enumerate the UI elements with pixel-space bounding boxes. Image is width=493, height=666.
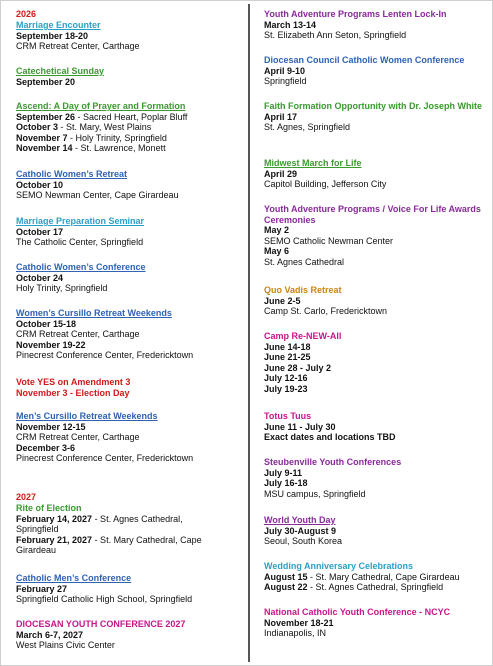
event-date: May 2 [264,225,290,235]
event-detail-line [16,31,244,42]
event-detail-line [16,237,244,248]
event-block [16,503,244,556]
event-title: Youth Adventure Programs / Voice For Life Awards Ceremonies [264,204,481,225]
event-block [16,216,244,248]
event-block [264,101,486,133]
event-date: June 11 - July 30 [264,421,336,432]
event-date: July 19-23 [264,383,308,394]
event-location: - St. Mary Cathedral, Cape [92,534,202,545]
event-detail-line [16,329,244,340]
event-title: Ascend: A Day of Prayer and Formation [16,101,186,111]
event-location: - St. Agnes Cathedral, Springfield [307,582,444,592]
event-block [264,158,486,190]
event-location: West Plains Civic Center [16,640,115,650]
event-date: December 3-6 [16,442,76,453]
event-location: SEMO Newman Center, Cape Girardeau [16,190,179,200]
event-title: Faith Formation Opportunity with Dr. Joseph White [264,101,482,111]
event-detail-line [16,584,244,595]
event-location: Capitol Building, Jefferson City [264,179,387,189]
event-date: July 16-18 [264,478,308,488]
event-location: CRM Retreat Center, Carthage [16,329,140,339]
event-detail-line [264,618,486,629]
event-date: June 14-18 [264,341,311,352]
event-detail-line [264,225,486,236]
event-detail-line [264,489,486,500]
event-date: March 13-14 [264,19,317,30]
event-block [264,9,486,41]
event-detail-line [264,296,486,307]
event-date: October 17 [16,226,64,237]
event-location: - St. Agnes Cathedral, [92,513,183,524]
event-detail-line [16,388,244,399]
event-block [16,20,244,52]
event-block [16,262,244,294]
event-location: MSU campus, Springfield [264,488,366,499]
event-location: - St. Mary, West Plains [58,122,152,132]
event-date: November 3 - Election Day [16,387,130,398]
event-location: - Sacred Heart, Poplar Bluff [75,111,188,122]
event-date: June 21-25 [264,352,311,362]
event-date: February 27 [16,583,68,594]
event-location: Girardeau [16,545,57,555]
event-detail-line [16,453,244,464]
event-detail-line [16,594,244,605]
event-detail-line [16,630,244,641]
event-location: Springfield Catholic High School, Springfield [16,594,193,604]
event-title: Totus Tuus [264,411,312,421]
event-block [264,515,486,547]
event-detail-line [264,66,486,77]
event-detail-line [264,169,486,180]
event-title: Camp Re-NEW-All [264,331,342,341]
event-detail-line [16,350,244,361]
event-detail-line [264,257,486,268]
event-title: National Catholic Youth Conference - NCYC [264,607,451,617]
event-location: - St. Lawrence, Monett [72,143,166,153]
event-detail-line [264,76,486,87]
event-block [264,411,486,443]
event-detail-line [16,143,244,154]
event-title: Rite of Election [16,503,82,513]
event-block [264,561,486,593]
event-date: February 14, 2027 [16,513,93,524]
event-detail-line [264,572,486,583]
event-date: February 21, 2027 [16,534,93,545]
event-date: July 9-11 [264,467,303,478]
event-date: September 18-20 [16,30,89,41]
event-detail-line [264,179,486,190]
event-date: April 29 [264,168,298,179]
event-title: DIOCESAN YOUTH CONFERENCE 2027 [16,619,186,629]
event-date: Exact dates and locations TBD [264,432,396,442]
event-location: The Catholic Center, Springfield [16,237,144,247]
event-detail-line [16,180,244,191]
event-detail-line [16,514,244,525]
event-detail-line [264,384,486,395]
event-location: - St. Mary Cathedral, Cape Girardeau [307,571,460,582]
event-title: Youth Adventure Programs Lenten Lock-In [264,9,447,19]
event-block [16,619,244,651]
event-title: Midwest March for Life [264,158,362,168]
event-title: Women’s Cursillo Retreat Weekends [16,308,172,318]
event-detail-line [264,478,486,489]
event-location: CRM Retreat Center, Carthage [16,41,140,51]
event-date: August 22 [264,582,308,592]
event-date: March 6-7, 2027 [16,629,84,640]
event-detail-line [16,133,244,144]
event-detail-line [264,536,486,547]
event-detail-line [264,628,486,639]
event-location: Seoul, South Korea [264,536,343,546]
event-date: October 3 [16,122,59,132]
event-title: Catholic Women’s Retreat [16,169,128,179]
event-date: June 28 - July 2 [264,362,332,373]
event-block [16,169,244,201]
year-heading: 2026 [16,9,37,19]
event-detail-line [16,122,244,133]
event-block [264,331,486,394]
event-detail-line [16,524,244,535]
event-detail-line [264,246,486,257]
column-divider [248,4,250,662]
event-date: May 6 [264,246,290,256]
event-location: Indianapolis, IN [264,628,327,638]
event-detail-line [264,373,486,384]
event-detail-line [16,112,244,123]
year-heading-block [16,9,244,20]
event-title: Catholic Women’s Conference [16,262,146,272]
event-detail-line [16,190,244,201]
event-block [16,573,244,605]
event-detail-line [264,352,486,363]
event-date: October 15-18 [16,318,77,329]
event-detail-line [16,443,244,454]
event-detail-line [264,122,486,133]
event-detail-line [264,422,486,433]
event-location: CRM Retreat Center, Carthage [16,432,140,442]
event-block [16,377,244,398]
event-location: SEMO Catholic Newman Center [264,235,394,246]
event-date: July 30-August 9 [264,525,337,536]
year-heading: 2027 [16,492,37,502]
event-title: Diocesan Council Catholic Women Conference [264,55,465,65]
event-detail-line [16,77,244,88]
event-location: Pinecrest Conference Center, Fredericktown [16,453,194,463]
event-detail-line [264,20,486,31]
event-date: November 18-21 [264,617,334,628]
event-detail-line [264,236,486,247]
event-detail-line [16,319,244,330]
event-date: August 15 [264,571,308,582]
event-detail-line [264,112,486,123]
event-date: September 26 [16,111,76,122]
event-date: September 20 [16,76,76,87]
event-date: November 14 [16,143,73,153]
event-date: July 12-16 [264,373,308,383]
event-block [264,457,486,499]
event-location: Camp St. Carlo, Fredericktown [264,306,388,316]
event-detail-line [264,342,486,353]
event-detail-line [264,30,486,41]
event-location: St. Agnes Cathedral [264,256,345,267]
event-date: November 12-15 [16,421,86,432]
event-title: World Youth Day [264,515,336,525]
event-detail-line [16,41,244,52]
event-location: Holy Trinity, Springfield [16,283,108,293]
event-date: November 19-22 [16,339,86,350]
event-block [16,308,244,361]
event-title: Marriage Preparation Seminar [16,216,145,226]
event-block [16,101,244,154]
event-detail-line [264,432,486,443]
event-title: Men’s Cursillo Retreat Weekends [16,411,158,421]
event-title: Marriage Encounter [16,20,101,30]
event-block [264,204,486,267]
event-detail-line [264,582,486,593]
event-title: Vote YES on Amendment 3 [16,377,131,387]
event-detail-line [16,422,244,433]
event-detail-line [16,535,244,546]
event-date: October 24 [16,272,64,283]
event-detail-line [16,227,244,238]
event-detail-line [264,306,486,317]
event-location: St. Agnes, Springfield [264,122,351,132]
event-location: Springfield [16,524,59,534]
event-location: Springfield [264,76,307,86]
event-date: April 17 [264,111,298,122]
event-location: Pinecrest Conference Center, Fredericktown [16,350,194,360]
event-detail-line [16,640,244,651]
event-title: Quo Vadis Retreat [264,285,342,295]
event-date: November 7 [16,132,68,143]
event-location: St. Elizabeth Ann Seton, Springfield [264,30,407,40]
event-block [16,66,244,87]
event-date: June 2-5 [264,295,301,306]
event-detail-line [16,432,244,443]
event-detail-line [16,340,244,351]
event-detail-line [264,526,486,537]
event-detail-line [16,273,244,284]
year-heading-block [16,492,244,503]
event-block [264,55,486,87]
event-detail-line [264,363,486,374]
event-date: October 10 [16,179,64,190]
event-location: - Holy Trinity, Springfield [67,132,167,143]
event-title: Catholic Men’s Conference [16,573,132,583]
event-block [264,285,486,317]
event-detail-line [264,468,486,479]
event-title: Catechetical Sunday [16,66,105,76]
event-detail-line [16,283,244,294]
event-detail-line [16,545,244,556]
event-block [264,607,486,639]
event-title: Wedding Anniversary Celebrations [264,561,414,571]
event-title: Steubenville Youth Conferences [264,457,402,467]
event-block [16,411,244,464]
event-date: April 9-10 [264,65,306,76]
